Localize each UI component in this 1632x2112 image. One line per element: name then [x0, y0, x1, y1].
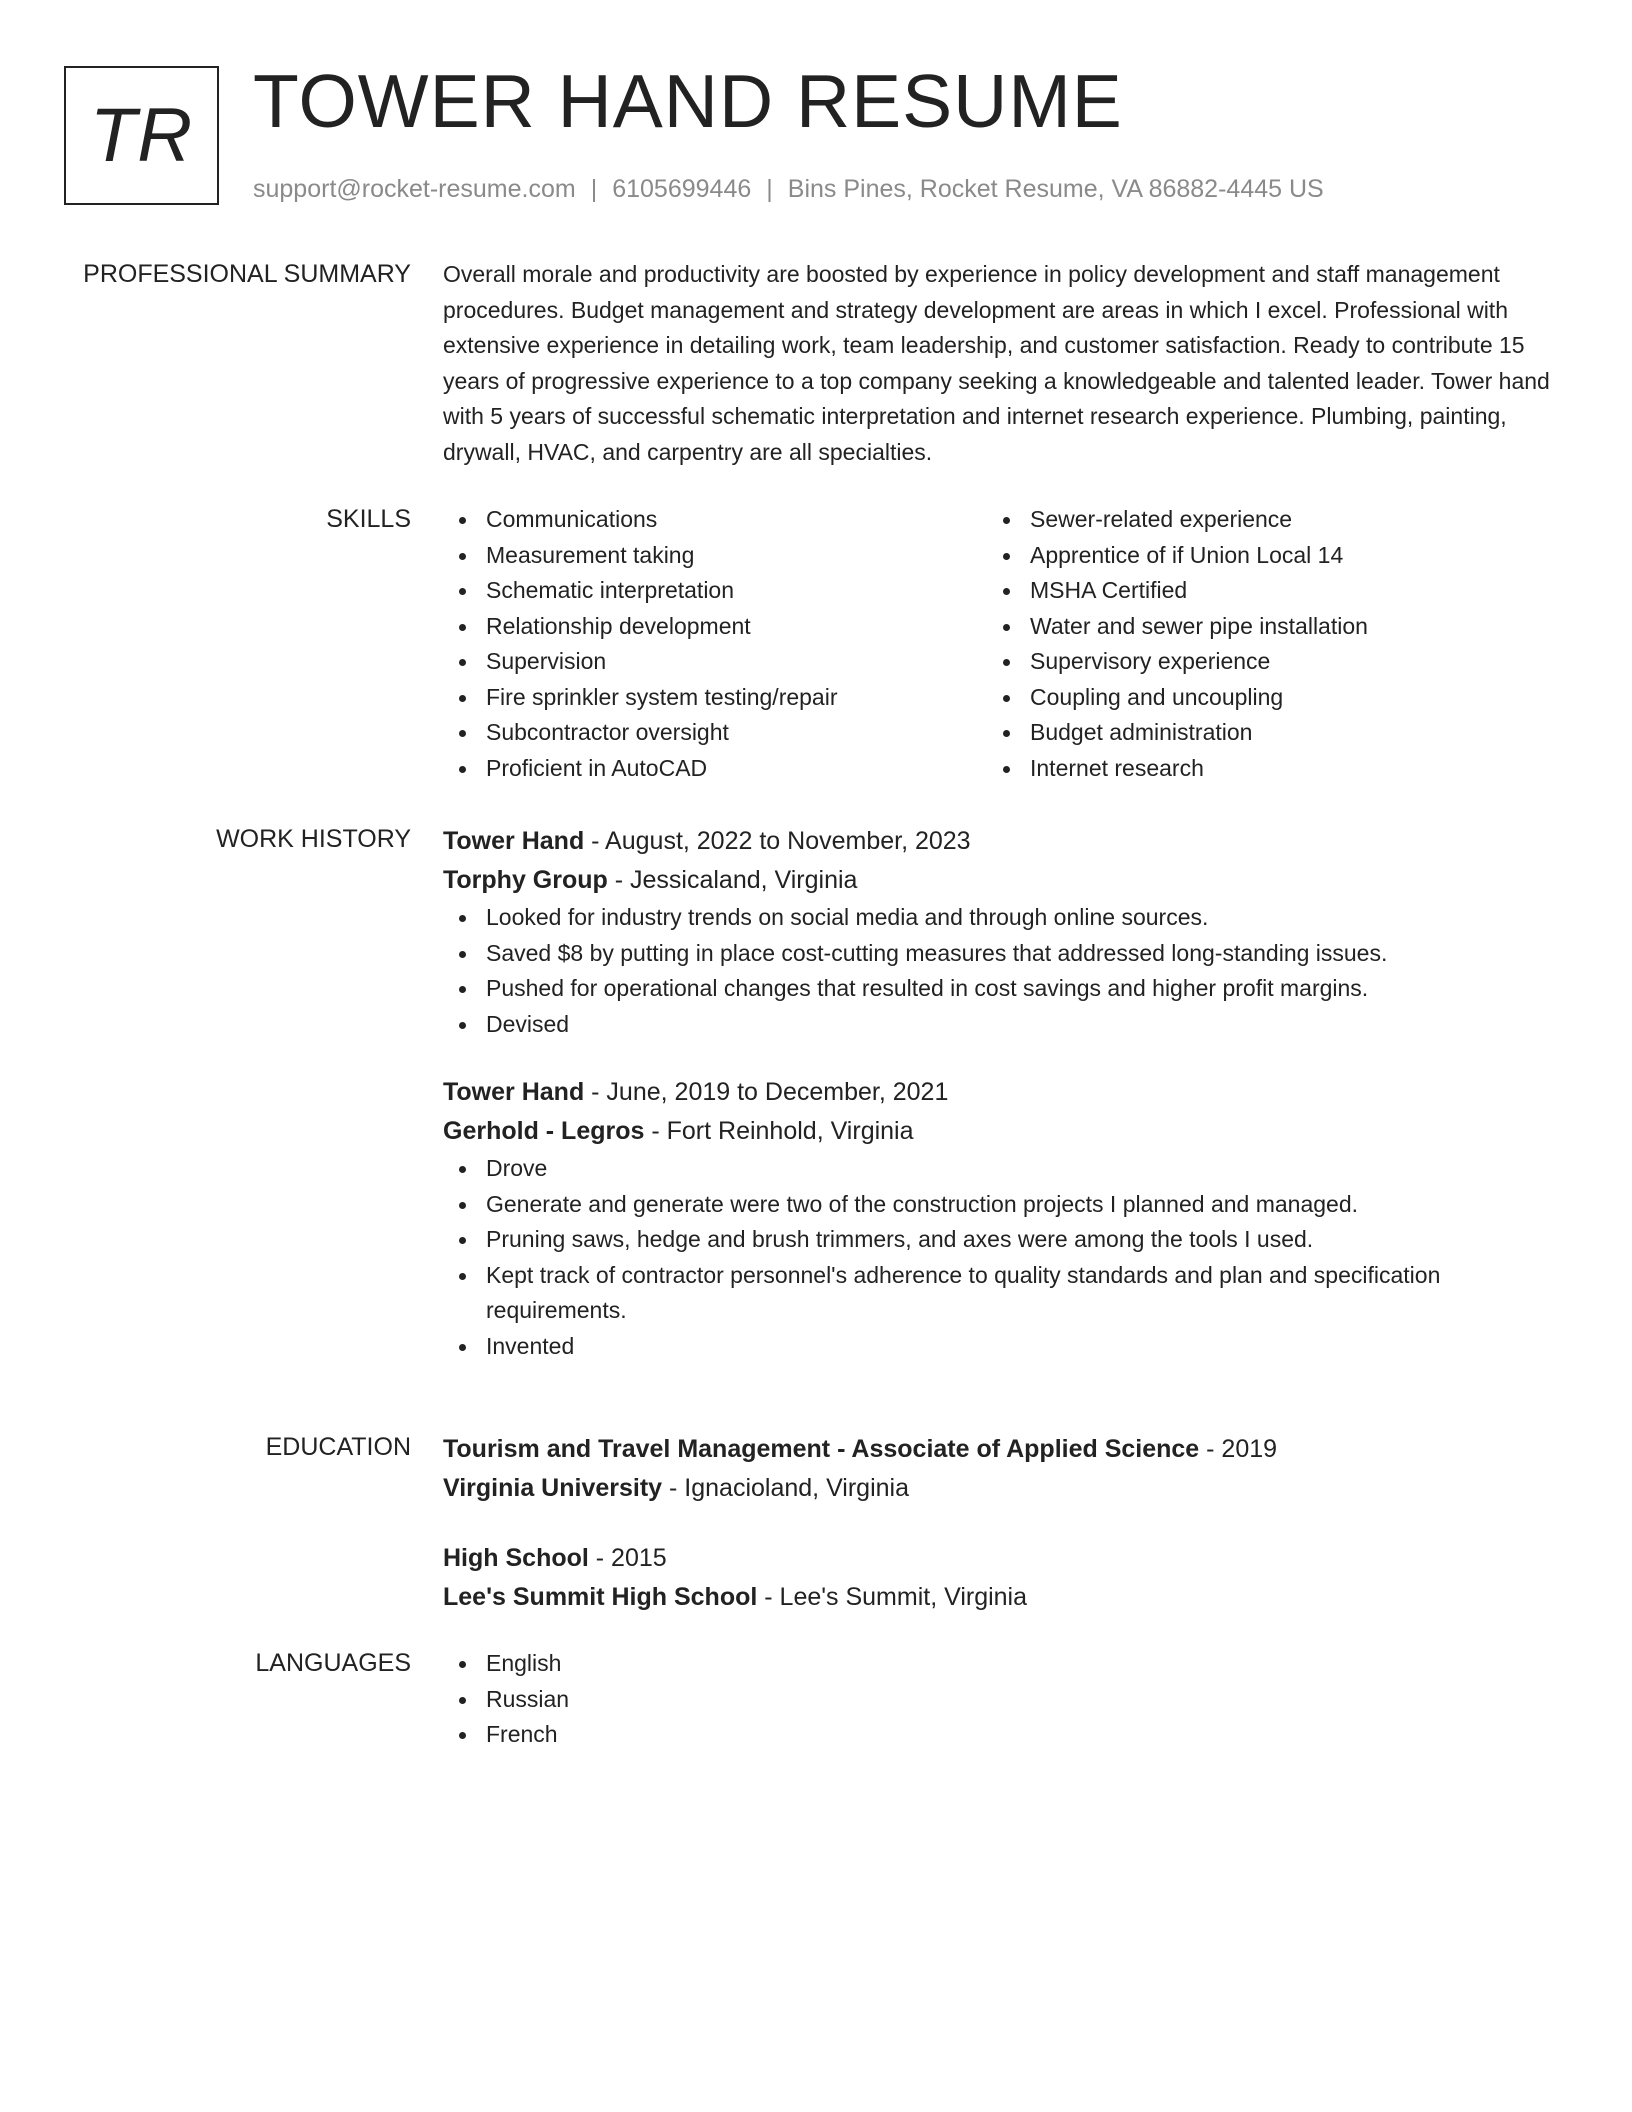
section-heading-work-history: WORK HISTORY	[216, 825, 411, 853]
contact-separator: |	[590, 175, 598, 203]
skill-item: Subcontractor oversight	[443, 715, 987, 751]
school-name: Virginia University	[443, 1474, 663, 1502]
job-entry	[443, 1073, 1558, 1364]
job-duty: Pruning saws, hedge and brush trimmers, and axes were among the tools I used.	[443, 1222, 1558, 1258]
section-heading-summary: PROFESSIONAL SUMMARY	[83, 260, 411, 288]
job-title: Tower Hand	[443, 827, 585, 855]
skills-list-right	[987, 502, 1531, 786]
degree-line	[443, 1539, 1558, 1578]
school-line	[443, 1469, 1558, 1508]
job-title-line	[443, 1073, 1558, 1112]
section-heading-skills: SKILLS	[326, 505, 411, 533]
job-dates: - June, 2019 to December, 2021	[584, 1078, 949, 1106]
skill-item: Measurement taking	[443, 538, 987, 574]
job-title: Tower Hand	[443, 1078, 585, 1106]
language-item: French	[443, 1717, 1558, 1753]
job-duty: Drove	[443, 1151, 1558, 1187]
section-heading-languages: LANGUAGES	[255, 1649, 411, 1677]
degree-year: - 2019	[1199, 1435, 1278, 1463]
job-duty: Saved $8 by putting in place cost-cutting measures that addressed long-standing issues.	[443, 936, 1558, 972]
section-heading-education: EDUCATION	[265, 1433, 411, 1461]
contact-email: support@rocket-resume.com	[253, 175, 576, 203]
skill-item: MSHA Certified	[987, 573, 1531, 609]
summary-text: Overall morale and productivity are boosted by experience in policy development and staff management procedures. Budget management and strategy development are areas in which I excel. Professional with extensive experience in detailing work, team leadership, and customer satisfaction. Ready to contribute 15 years of progressive experience to a top company seeking a knowledgeable and talented leader. Tower hand with 5 years of successful schematic interpretation and internet research experience. Plumbing, painting, drywall, HVAC, and carpentry are all specialties.	[443, 261, 1550, 465]
job-dates: - August, 2022 to November, 2023	[584, 827, 971, 855]
job-duty: Devised	[443, 1007, 1558, 1043]
skill-item: Proficient in AutoCAD	[443, 751, 987, 787]
job-duty: Invented	[443, 1329, 1558, 1365]
job-company: Torphy Group	[443, 866, 608, 894]
language-item: English	[443, 1646, 1558, 1682]
skills-columns	[443, 502, 1558, 786]
skill-item: Supervisory experience	[987, 644, 1531, 680]
school-line	[443, 1578, 1558, 1617]
degree-title: High School	[443, 1544, 589, 1572]
job-duties	[443, 1151, 1558, 1364]
skill-item: Relationship development	[443, 609, 987, 645]
languages-list	[443, 1646, 1558, 1753]
job-duties	[443, 900, 1558, 1042]
skill-item: Apprentice of if Union Local 14	[987, 538, 1531, 574]
skill-item: Schematic interpretation	[443, 573, 987, 609]
skill-item: Supervision	[443, 644, 987, 680]
resume-title: TOWER HAND RESUME	[253, 59, 1123, 143]
job-company-line	[443, 861, 1558, 900]
school-name: Lee's Summit High School	[443, 1583, 758, 1611]
job-company: Gerhold - Legros	[443, 1117, 645, 1145]
degree-title: Tourism and Travel Management - Associate of Applied Science	[443, 1435, 1200, 1463]
job-duty: Looked for industry trends on social media and through online sources.	[443, 900, 1558, 936]
job-location: - Jessicaland, Virginia	[607, 866, 858, 894]
skill-item: Sewer-related experience	[987, 502, 1531, 538]
job-title-line	[443, 822, 1558, 861]
skills-list-left	[443, 502, 987, 786]
skill-item: Budget administration	[987, 715, 1531, 751]
job-duty: Generate and generate were two of the construction projects I planned and managed.	[443, 1187, 1558, 1223]
job-company-line	[443, 1112, 1558, 1151]
contact-line	[253, 172, 1324, 206]
job-entry	[443, 822, 1558, 1042]
skill-item: Coupling and uncoupling	[987, 680, 1531, 716]
contact-phone: 6105699446	[612, 175, 752, 203]
degree-year: - 2015	[588, 1544, 667, 1572]
job-duty: Kept track of contractor personnel's adherence to quality standards and plan and specification requirements.	[443, 1258, 1558, 1329]
skill-item: Fire sprinkler system testing/repair	[443, 680, 987, 716]
monogram-badge: TR	[64, 66, 219, 205]
education-entry	[443, 1539, 1558, 1617]
contact-separator: |	[766, 175, 773, 203]
school-location: - Ignacioland, Virginia	[662, 1474, 909, 1502]
contact-address: Bins Pines, Rocket Resume, VA 86882-4445 US	[787, 175, 1324, 203]
job-location: - Fort Reinhold, Virginia	[644, 1117, 914, 1145]
degree-line	[443, 1430, 1558, 1469]
language-item: Russian	[443, 1682, 1558, 1718]
skill-item: Communications	[443, 502, 987, 538]
job-duty: Pushed for operational changes that resulted in cost savings and higher profit margins.	[443, 971, 1558, 1007]
education-entry	[443, 1430, 1558, 1508]
skill-item: Internet research	[987, 751, 1531, 787]
school-location: - Lee's Summit, Virginia	[757, 1583, 1028, 1611]
skill-item: Water and sewer pipe installation	[987, 609, 1531, 645]
